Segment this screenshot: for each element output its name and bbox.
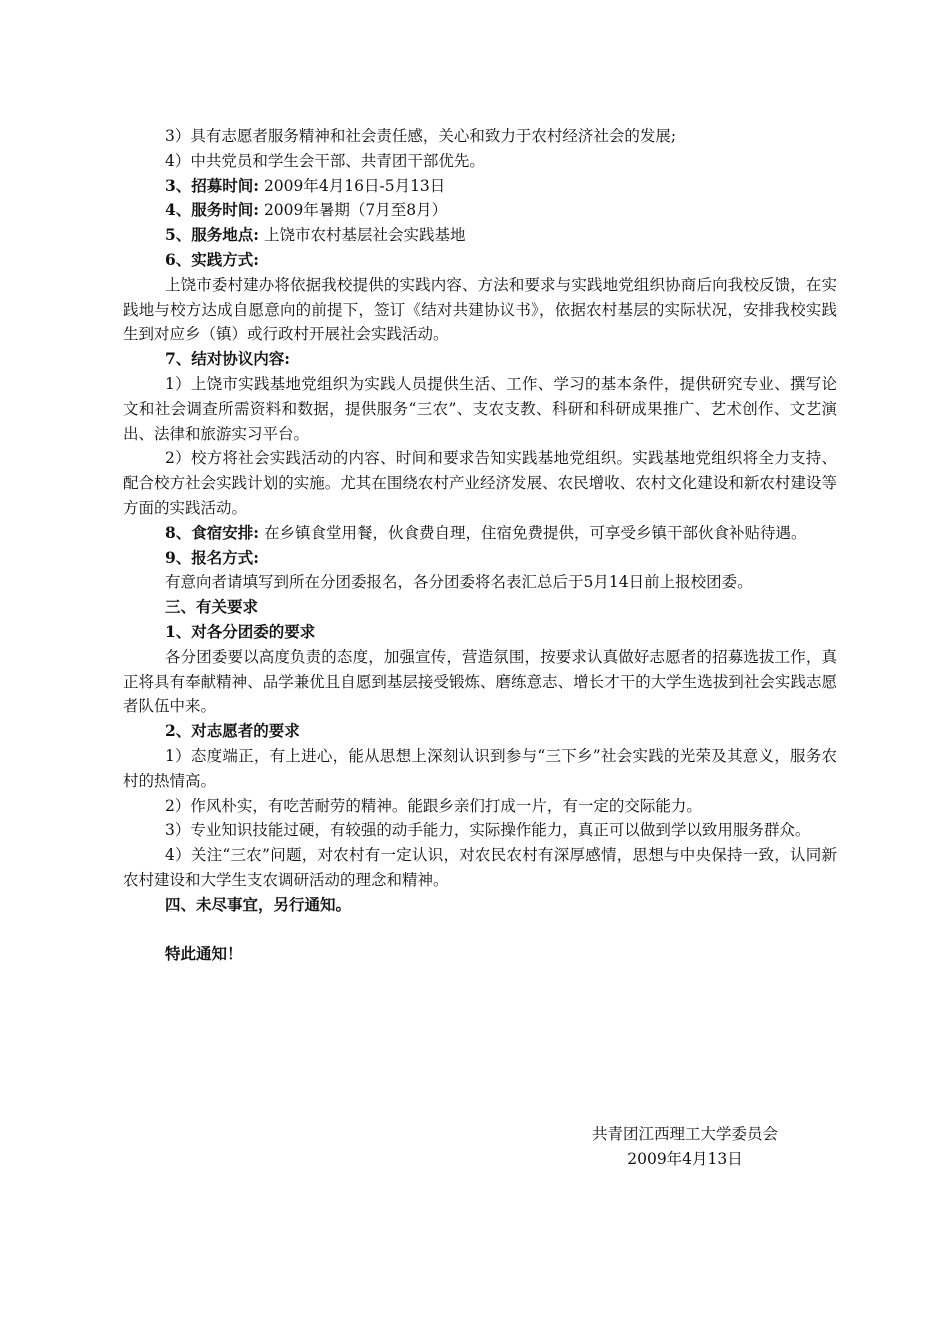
- document-body: [123, 124, 837, 967]
- volunteer-req-1: 1）态度端正，有上进心，能从思想上深刻认识到参与“三下乡”社会实践的光荣及其意义，服务农村的热情高。: [123, 746, 837, 790]
- blank-line: [123, 918, 837, 943]
- practice-method-heading: 6、实践方式:: [165, 249, 260, 269]
- practice-method-body: 上饶市委村建办将依据我校提供的实践内容、方法和要求与实践地党组织协商后向我校反馈，在实践地与校方达成自愿意向的前提下，签订《结对共建协议书》，依据农村基层的实际状况，安排我校实践生到对应乡（镇）或行政村开展社会实践活动。: [123, 275, 837, 344]
- section3-sub2-heading: 2、对志愿者的要求: [165, 721, 300, 741]
- section4-heading: 四、未尽事宜，另行通知。: [165, 894, 352, 914]
- registration-heading: 9、报名方式:: [165, 547, 260, 567]
- service-time: [123, 198, 837, 223]
- recruit-time: [123, 174, 837, 199]
- service-place-label: 5、服务地点:: [165, 225, 260, 245]
- agreement-item-1: 1）上饶市实践基地党组织为实践人员提供生活、工作、学习的基本条件，提供研究专业、撰写论文和社会调查所需资料和数据，提供服务“三农”、支农支教、科研和科研成果推广、艺术创作、文艺演出、法律和旅游实习平台。: [123, 374, 837, 443]
- registration-body: 有意向者请填写到所在分团委报名，各分团委将名表汇总后于5月14日前上报校团委。: [165, 573, 753, 592]
- volunteer-req-2: 2）作风朴实，有吃苦耐劳的精神。能跟乡亲们打成一片，有一定的交际能力。: [165, 796, 702, 815]
- requirement-item-4: 4）中共党员和学生会干部、共青团干部优先。: [165, 151, 485, 170]
- service-time-label: 4、服务时间:: [165, 200, 260, 220]
- recruit-time-label: 3、招募时间:: [165, 175, 260, 195]
- agreement-item-2: 2）校方将社会实践活动的内容、时间和要求告知实践基地党组织。实践基地党组织将全力支持、配合校方社会实践计划的实施。尤其在围绕农村产业经济发展、农民增收、农村文化建设和新农村建设等方面的实践活动。: [123, 449, 837, 517]
- section3-sub1-body: 各分团委要以高度负责的态度，加强宣传，营造氛围，按要求认真做好志愿者的招募选拔工作，真正将具有奉献精神、品学兼优且自愿到基层接受锻炼、磨练意志、增长才干的大学生选拔到社会实践志愿者队伍中来。: [123, 647, 837, 716]
- service-time-value: 2009年暑期（7月至8月）: [259, 201, 448, 220]
- food-lodging-value: 在乡镇食堂用餐，伙食费自理，住宿免费提供，可享受乡镇干部伙食补贴待遇。: [259, 523, 807, 542]
- volunteer-req-4: 4）关注“三农”问题，对农村有一定认识，对农民农村有深厚感情，思想与中央保持一致，认同新农村建设和大学生支农调研活动的理念和精神。: [123, 846, 837, 889]
- signature-date: 2009年4月13日: [627, 1149, 743, 1168]
- recruit-time-value: 2009年4月16日-5月13日: [259, 176, 446, 195]
- closing-line: 特此通知！: [165, 944, 243, 964]
- requirement-item-3: 3）具有志愿者服务精神和社会责任感，关心和致力于农村经济社会的发展;: [165, 127, 677, 145]
- section3-sub1-heading: 1、对各分团委的要求: [165, 621, 316, 641]
- volunteer-req-3: 3）专业知识技能过硬，有较强的动手能力，实际操作能力，真正可以做到学以致用服务群众。: [165, 821, 811, 840]
- food-lodging: [123, 521, 837, 546]
- signature-org: 共青团江西理工大学委员会: [591, 1125, 778, 1143]
- service-place-value: 上饶市农村基层社会实践基地: [259, 226, 466, 245]
- agreement-heading: 7、结对协议内容:: [165, 349, 291, 369]
- service-place: [123, 223, 837, 248]
- section3-heading: 三、有关要求: [165, 597, 259, 617]
- signature-block: [570, 1122, 800, 1172]
- food-lodging-label: 8、食宿安排:: [165, 522, 260, 542]
